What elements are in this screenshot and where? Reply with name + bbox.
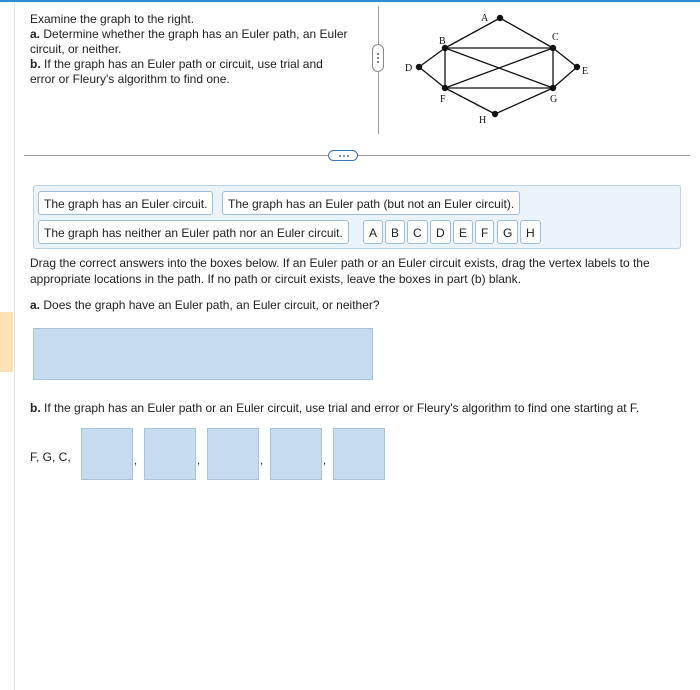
- top-accent-line: [0, 0, 700, 2]
- prompt-a-label: a.: [30, 27, 41, 41]
- prompt-part-a: [30, 27, 350, 57]
- vertex-label-c: C: [552, 32, 559, 43]
- path-separator: ,: [260, 455, 264, 467]
- grip-dot: [347, 155, 349, 157]
- prompt-b-text: If the graph has an Euler path or circuit, use trial and error or Fleury's algorithm to find one.: [30, 57, 323, 86]
- edge-b-d: [419, 48, 445, 67]
- answer-chip-neither[interactable]: The graph has neither an Euler path nor an Euler circuit.: [38, 220, 349, 244]
- path-slot-1[interactable]: [81, 428, 133, 480]
- grip-dot: [377, 53, 379, 55]
- answer-bank: [33, 185, 681, 249]
- vertex-label-h: H: [479, 115, 487, 126]
- path-slot-3[interactable]: [207, 428, 259, 480]
- vertex-h: [492, 111, 498, 117]
- vertex-chip-h[interactable]: H: [520, 220, 541, 244]
- euler-graph: [395, 6, 605, 126]
- vertex-label-a: A: [481, 13, 489, 24]
- vertex-chip-g[interactable]: G: [497, 220, 518, 244]
- vertex-chip-d[interactable]: D: [430, 220, 451, 244]
- prompt-intro: Examine the graph to the right.: [30, 12, 195, 26]
- vertex-g: [550, 85, 556, 91]
- edge-c-e: [553, 48, 577, 67]
- prompt-part-b: [30, 57, 350, 87]
- vertical-resize-handle[interactable]: [372, 44, 384, 72]
- edge-g-h: [495, 88, 553, 114]
- answer-chip-euler-circuit[interactable]: The graph has an Euler circuit.: [38, 191, 213, 215]
- drop-zone-part-a[interactable]: [33, 328, 373, 380]
- vertex-label-d: D: [405, 63, 413, 74]
- question-a-text: Does the graph have an Euler path, an Euler circuit, or neither?: [40, 298, 380, 312]
- vertex-label-b: B: [439, 36, 446, 47]
- question-b-text: If the graph has an Euler path or an Euler circuit, use trial and error or Fleury's algorithm to find one starting at F.: [40, 401, 640, 415]
- edge-a-c: [500, 18, 553, 48]
- vertex-d: [416, 64, 422, 70]
- path-separator: ,: [197, 455, 201, 467]
- prompt-a-text: Determine whether the graph has an Euler path, an Euler circuit, or neither.: [30, 27, 348, 56]
- answer-chip-euler-path[interactable]: The graph has an Euler path (but not an Euler circuit).: [222, 191, 520, 215]
- grip-dot: [339, 155, 341, 157]
- question-b-label: b.: [30, 401, 41, 415]
- vertex-label-e: E: [582, 66, 589, 77]
- path-separator: ,: [323, 455, 327, 467]
- question-b: [30, 401, 639, 415]
- vertex-e: [574, 64, 580, 70]
- vertex-label-f: F: [440, 94, 446, 105]
- grip-dot: [343, 155, 345, 157]
- vertex-a: [497, 15, 503, 21]
- vertex-chip-e[interactable]: E: [453, 220, 473, 244]
- left-highlight-marker: [0, 312, 13, 372]
- vertex-chip-a[interactable]: A: [363, 220, 383, 244]
- grip-dot: [377, 57, 379, 59]
- question-prompt: [30, 12, 350, 87]
- drag-instructions: Drag the correct answers into the boxes below. If an Euler path or an Euler circuit exists, drag the vertex labels to the appropriate locations in the path. If no path or circuit exists, leave the boxes in part (b) blank.: [30, 256, 650, 286]
- vertex-chip-c[interactable]: C: [407, 220, 428, 244]
- vertex-c: [550, 45, 556, 51]
- vertex-chip-f[interactable]: F: [475, 220, 494, 244]
- vertex-f: [442, 85, 448, 91]
- grip-dot: [377, 61, 379, 63]
- edge-a-b: [445, 18, 500, 48]
- question-a: [30, 298, 380, 312]
- edge-f-h: [445, 88, 495, 114]
- vertex-chip-b[interactable]: B: [385, 220, 405, 244]
- question-a-label: a.: [30, 298, 41, 312]
- edge-e-g: [553, 67, 577, 88]
- path-prefix: F, G, C,: [30, 450, 71, 464]
- path-slot-4[interactable]: [270, 428, 322, 480]
- path-slot-2[interactable]: [144, 428, 196, 480]
- path-slot-5[interactable]: [333, 428, 385, 480]
- prompt-b-label: b.: [30, 57, 41, 71]
- path-separator: ,: [134, 455, 138, 467]
- edge-d-f: [419, 67, 445, 88]
- horizontal-resize-handle[interactable]: [328, 150, 358, 161]
- vertex-label-g: G: [550, 94, 558, 105]
